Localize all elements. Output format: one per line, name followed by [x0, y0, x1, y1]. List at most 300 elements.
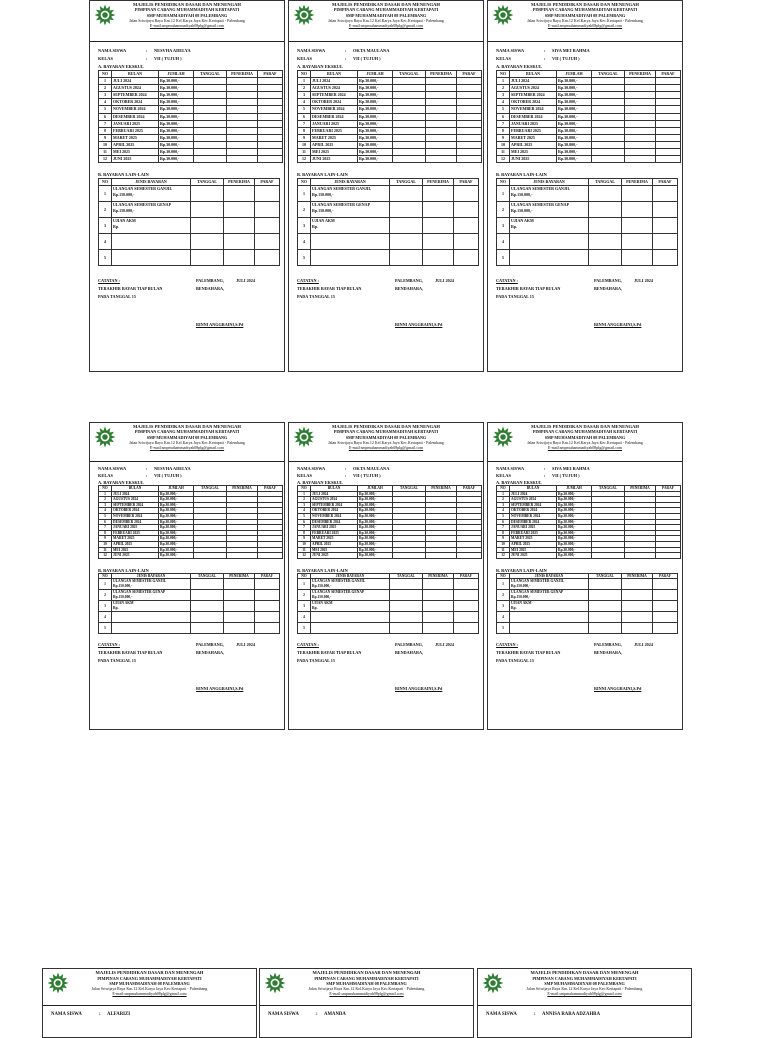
- date-cell[interactable]: [393, 85, 426, 92]
- fee-type-cell: [311, 218, 390, 234]
- signature-cell[interactable]: [454, 202, 479, 218]
- amount-cell: Rp.30.000,-: [159, 502, 194, 508]
- colon: :: [99, 1012, 101, 1017]
- date-cell[interactable]: [191, 612, 224, 623]
- receiver-cell[interactable]: [227, 553, 258, 559]
- column-header: PENERIMA: [423, 179, 454, 186]
- table-row: [298, 156, 482, 163]
- month-cell: JUNI 2025: [510, 156, 557, 163]
- date-cell[interactable]: [592, 134, 625, 141]
- amount-cell: Rp.30.000,-: [557, 525, 592, 531]
- signature-cell[interactable]: [454, 612, 479, 623]
- row-number: 3: [497, 92, 510, 99]
- receiver-cell[interactable]: [426, 127, 457, 134]
- date-cell[interactable]: [191, 186, 224, 202]
- fee-type-cell: [112, 612, 191, 623]
- date-cell[interactable]: [592, 141, 625, 148]
- amount-cell: Rp.30.000,-: [557, 120, 592, 127]
- signature-cell[interactable]: [653, 234, 678, 250]
- signature-cell[interactable]: [457, 99, 482, 106]
- signature-cell[interactable]: [457, 127, 482, 134]
- fee-type-cell: [112, 623, 191, 634]
- row-number: 4: [99, 508, 112, 514]
- date-cell[interactable]: [390, 601, 423, 612]
- signature-cell[interactable]: [656, 85, 681, 92]
- fee-amount: Rp.150.000,-: [511, 192, 533, 198]
- letterhead-line: Jalan Sriwijaya Raya Km.12 Kel.Karya Jaya Kec.Kertapati - Palembang: [91, 986, 208, 991]
- column-header: BULAN: [311, 71, 358, 78]
- signature-cell[interactable]: [653, 623, 678, 634]
- receiver-cell[interactable]: [224, 612, 255, 623]
- date-cell[interactable]: [191, 579, 224, 590]
- date-cell[interactable]: [194, 99, 227, 106]
- row-number: 2: [99, 85, 112, 92]
- student-name-label: NAMA SISWA: [297, 48, 326, 53]
- receiver-cell[interactable]: [622, 612, 653, 623]
- signature-cell[interactable]: [258, 149, 283, 156]
- receiver-cell[interactable]: [423, 590, 454, 601]
- date-cell[interactable]: [393, 120, 426, 127]
- receiver-cell[interactable]: [426, 85, 457, 92]
- date-cell[interactable]: [589, 579, 622, 590]
- receiver-cell[interactable]: [227, 120, 258, 127]
- row-number: 1: [99, 186, 112, 202]
- receiver-cell[interactable]: [224, 218, 255, 234]
- signature-cell[interactable]: [656, 127, 681, 134]
- receiver-cell[interactable]: [426, 553, 457, 559]
- date-cell[interactable]: [589, 218, 622, 234]
- month-cell: MEI 2025: [510, 149, 557, 156]
- signature-cell[interactable]: [457, 78, 482, 85]
- date-cell[interactable]: [393, 99, 426, 106]
- signature-cell[interactable]: [656, 78, 681, 85]
- signature-cell[interactable]: [258, 113, 283, 120]
- receiver-cell[interactable]: [625, 78, 656, 85]
- receiver-cell[interactable]: [625, 120, 656, 127]
- receiver-cell[interactable]: [625, 113, 656, 120]
- signature-cell[interactable]: [258, 156, 283, 163]
- date-cell[interactable]: [194, 92, 227, 99]
- date-cell[interactable]: [191, 234, 224, 250]
- date-cell[interactable]: [390, 623, 423, 634]
- fee-amount: Rp.150.000,-: [312, 208, 334, 214]
- signature-cell[interactable]: [656, 99, 681, 106]
- receiver-cell[interactable]: [227, 156, 258, 163]
- date-cell[interactable]: [191, 623, 224, 634]
- receiver-cell[interactable]: [224, 250, 255, 266]
- signature-cell[interactable]: [454, 601, 479, 612]
- receiver-cell[interactable]: [224, 202, 255, 218]
- treasurer-label: BENDAHARA,: [196, 650, 225, 656]
- signature-cell[interactable]: [653, 590, 678, 601]
- treasurer-label: BENDAHARA,: [196, 286, 225, 292]
- letterhead-line: PIMPINAN CABANG MUHAMMADIYAH KERTAPATI: [134, 7, 240, 13]
- fee-type-cell: [510, 601, 589, 612]
- receiver-cell[interactable]: [227, 106, 258, 113]
- treasurer-name: RINNI ANGGRAINI,S.Pd: [395, 322, 443, 328]
- receiver-cell[interactable]: [426, 141, 457, 148]
- date-cell[interactable]: [589, 601, 622, 612]
- amount-cell: Rp.30.000,-: [159, 120, 194, 127]
- amount-cell: Rp.30.000,-: [159, 127, 194, 134]
- receiver-cell[interactable]: [426, 106, 457, 113]
- date-cell[interactable]: [589, 590, 622, 601]
- signature-cell[interactable]: [656, 141, 681, 148]
- receiver-cell[interactable]: [625, 99, 656, 106]
- student-info: [496, 47, 682, 63]
- date-cell[interactable]: [393, 156, 426, 163]
- receiver-cell[interactable]: [625, 156, 656, 163]
- receiver-cell[interactable]: [423, 186, 454, 202]
- date-cell[interactable]: [390, 250, 423, 266]
- letterhead-line: Jalan Sriwijaya Raya Km.12 Kel.Karya Jaya Kec.Kertapati - Palembang: [527, 439, 643, 445]
- receiver-cell[interactable]: [227, 134, 258, 141]
- signature-cell[interactable]: [653, 579, 678, 590]
- date-cell[interactable]: [191, 601, 224, 612]
- date-cell[interactable]: [194, 156, 227, 163]
- signature-cell[interactable]: [258, 134, 283, 141]
- table-row: [298, 579, 479, 590]
- signature-cell[interactable]: [656, 92, 681, 99]
- table-row: [298, 78, 482, 85]
- row-number: 5: [99, 513, 112, 519]
- letterhead-line: PIMPINAN CABANG MUHAMMADIYAH KERTAPATI: [333, 429, 439, 435]
- receiver-cell[interactable]: [423, 623, 454, 634]
- date-cell[interactable]: [194, 78, 227, 85]
- date-cell[interactable]: [191, 218, 224, 234]
- date-cell[interactable]: [589, 202, 622, 218]
- date-cell[interactable]: [589, 186, 622, 202]
- signature-cell[interactable]: [656, 113, 681, 120]
- receiver-cell[interactable]: [625, 127, 656, 134]
- date-cell[interactable]: [390, 612, 423, 623]
- signature-cell[interactable]: [653, 218, 678, 234]
- month-cell: MEI 2025: [112, 547, 159, 553]
- signature-cell[interactable]: [457, 134, 482, 141]
- signature-cell[interactable]: [457, 553, 482, 559]
- date-cell[interactable]: [589, 612, 622, 623]
- signature-cell[interactable]: [653, 186, 678, 202]
- date-cell[interactable]: [592, 92, 625, 99]
- column-header: JENIS BAYARAN: [112, 179, 191, 186]
- receiver-cell[interactable]: [423, 202, 454, 218]
- letterhead-line: PIMPINAN CABANG MUHAMMADIYAH KERTAPATI: [532, 975, 637, 981]
- date-cell[interactable]: [194, 141, 227, 148]
- month-cell: MEI 2025: [510, 547, 557, 553]
- class-label: KELAS: [98, 472, 113, 478]
- date-cell[interactable]: [393, 127, 426, 134]
- signature-cell[interactable]: [258, 553, 283, 559]
- row-number: 2: [298, 497, 311, 503]
- letterhead-line: PIMPINAN CABANG MUHAMMADIYAH KERTAPATI: [532, 429, 638, 435]
- date-cell[interactable]: [390, 186, 423, 202]
- row-number: 3: [99, 218, 112, 234]
- receiver-cell[interactable]: [423, 612, 454, 623]
- receiver-cell[interactable]: [224, 601, 255, 612]
- table-row: [99, 612, 280, 623]
- column-header: PARAF: [255, 179, 280, 186]
- row-number: 4: [497, 612, 510, 623]
- receiver-cell[interactable]: [426, 120, 457, 127]
- letterhead: [289, 423, 483, 462]
- amount-cell: Rp.30.000,-: [358, 553, 393, 559]
- signature-cell[interactable]: [454, 590, 479, 601]
- receiver-cell[interactable]: [224, 234, 255, 250]
- student-name-label: NAMA SISWA: [51, 1012, 82, 1017]
- receiver-cell[interactable]: [423, 579, 454, 590]
- receiver-cell[interactable]: [426, 134, 457, 141]
- month-cell: AGUSTUS 2024: [112, 85, 159, 92]
- note-title: CATATAN :: [496, 278, 518, 284]
- date-cell[interactable]: [592, 113, 625, 120]
- signature-cell[interactable]: [258, 106, 283, 113]
- amount-cell: Rp.30.000,-: [358, 513, 393, 519]
- signature-cell[interactable]: [255, 250, 280, 266]
- signature-cell[interactable]: [656, 156, 681, 163]
- receiver-cell[interactable]: [227, 113, 258, 120]
- month-cell: AGUSTUS 2024: [510, 85, 557, 92]
- receiver-cell[interactable]: [426, 149, 457, 156]
- date-cell[interactable]: [191, 202, 224, 218]
- date-cell[interactable]: [592, 553, 625, 559]
- signature-cell[interactable]: [255, 623, 280, 634]
- signature-cell[interactable]: [258, 127, 283, 134]
- signature-cell[interactable]: [457, 92, 482, 99]
- receiver-cell[interactable]: [423, 218, 454, 234]
- row-number: 1: [497, 491, 510, 497]
- signature-cell[interactable]: [258, 99, 283, 106]
- signature-cell[interactable]: [258, 92, 283, 99]
- date-cell[interactable]: [393, 78, 426, 85]
- signature-cell[interactable]: [454, 186, 479, 202]
- receiver-cell[interactable]: [224, 590, 255, 601]
- date-cell[interactable]: [393, 141, 426, 148]
- receiver-cell[interactable]: [625, 92, 656, 99]
- date-cell[interactable]: [194, 149, 227, 156]
- signature-cell[interactable]: [454, 250, 479, 266]
- fee-amount: Rp.150.000,-: [511, 208, 533, 214]
- date-cell[interactable]: [191, 590, 224, 601]
- signature-cell[interactable]: [255, 202, 280, 218]
- date-cell[interactable]: [390, 218, 423, 234]
- receiver-cell[interactable]: [625, 85, 656, 92]
- signature-cell[interactable]: [457, 113, 482, 120]
- row-number: 6: [99, 113, 112, 120]
- signature-cell[interactable]: [255, 590, 280, 601]
- month-cell: APRIL 2025: [112, 541, 159, 547]
- receiver-cell[interactable]: [625, 106, 656, 113]
- date-cell[interactable]: [393, 113, 426, 120]
- receiver-cell[interactable]: [426, 92, 457, 99]
- amount-cell: Rp.30.000,-: [159, 519, 194, 525]
- date-cell[interactable]: [194, 85, 227, 92]
- signature-cell[interactable]: [454, 234, 479, 250]
- date-cell[interactable]: [194, 553, 227, 559]
- class-value: VII ( TUJUH ): [552, 56, 580, 61]
- receiver-cell[interactable]: [622, 601, 653, 612]
- receiver-cell[interactable]: [426, 156, 457, 163]
- receiver-cell[interactable]: [625, 141, 656, 148]
- signature-cell[interactable]: [653, 601, 678, 612]
- table-row: [497, 553, 681, 559]
- fee-type-cell: [510, 612, 589, 623]
- fee-amount: Rp.: [113, 605, 119, 610]
- signature-cell[interactable]: [454, 623, 479, 634]
- signature-cell[interactable]: [255, 612, 280, 623]
- amount-cell: Rp.30.000,-: [358, 536, 393, 542]
- receiver-cell[interactable]: [227, 92, 258, 99]
- signature-cell[interactable]: [457, 85, 482, 92]
- receiver-cell[interactable]: [227, 99, 258, 106]
- student-info: [486, 1011, 691, 1019]
- signature-cell[interactable]: [653, 202, 678, 218]
- receiver-cell[interactable]: [625, 149, 656, 156]
- signature-cell[interactable]: [255, 601, 280, 612]
- month-cell: JUNI 2025: [112, 156, 159, 163]
- date-cell[interactable]: [390, 590, 423, 601]
- receiver-cell[interactable]: [224, 186, 255, 202]
- column-header: PARAF: [454, 573, 479, 579]
- table-row: [99, 623, 280, 634]
- date-cell[interactable]: [390, 202, 423, 218]
- amount-cell: Rp.30.000,-: [358, 78, 393, 85]
- receiver-cell[interactable]: [423, 234, 454, 250]
- signature-cell[interactable]: [454, 579, 479, 590]
- date-cell[interactable]: [592, 120, 625, 127]
- receiver-cell[interactable]: [622, 579, 653, 590]
- date-cell[interactable]: [589, 250, 622, 266]
- letterhead: [260, 969, 473, 1006]
- receiver-cell[interactable]: [622, 186, 653, 202]
- column-header: TANGGAL: [191, 179, 224, 186]
- table-row: [298, 134, 482, 141]
- receiver-cell[interactable]: [423, 250, 454, 266]
- date-cell[interactable]: [592, 127, 625, 134]
- signature-cell[interactable]: [258, 78, 283, 85]
- row-number: 7: [497, 525, 510, 531]
- signature-cell[interactable]: [255, 579, 280, 590]
- date-cell[interactable]: [390, 234, 423, 250]
- date-cell[interactable]: [390, 579, 423, 590]
- date-cell[interactable]: [589, 234, 622, 250]
- signature-cell[interactable]: [255, 218, 280, 234]
- date-cell[interactable]: [589, 623, 622, 634]
- signature-cell[interactable]: [653, 250, 678, 266]
- signature-cell[interactable]: [656, 553, 681, 559]
- signature-cell[interactable]: [255, 234, 280, 250]
- receiver-cell[interactable]: [227, 78, 258, 85]
- month-cell: NOVEMBER 2024: [311, 513, 358, 519]
- date-cell[interactable]: [194, 134, 227, 141]
- receiver-cell[interactable]: [224, 579, 255, 590]
- signature-cell[interactable]: [454, 218, 479, 234]
- signature-cell[interactable]: [653, 612, 678, 623]
- signature-cell[interactable]: [656, 106, 681, 113]
- date-cell[interactable]: [592, 85, 625, 92]
- column-header: PARAF: [656, 486, 681, 492]
- receiver-cell[interactable]: [426, 113, 457, 120]
- row-number: 11: [99, 149, 112, 156]
- receiver-cell[interactable]: [227, 127, 258, 134]
- date-cell[interactable]: [592, 156, 625, 163]
- date-cell[interactable]: [194, 120, 227, 127]
- signature-cell[interactable]: [258, 120, 283, 127]
- signature-cell[interactable]: [656, 149, 681, 156]
- receiver-cell[interactable]: [227, 85, 258, 92]
- date-cell[interactable]: [194, 113, 227, 120]
- signature-cell[interactable]: [258, 85, 283, 92]
- receipt-card: [477, 968, 692, 1038]
- date-cell[interactable]: [592, 106, 625, 113]
- signature-cell[interactable]: [457, 120, 482, 127]
- date-cell[interactable]: [592, 149, 625, 156]
- date-cell[interactable]: [393, 134, 426, 141]
- section-b-title: B. BAYARAN LAIN-LAIN: [297, 172, 348, 178]
- month-cell: DESEMBER 2024: [510, 519, 557, 525]
- signature-cell[interactable]: [258, 141, 283, 148]
- colon: :: [345, 466, 347, 471]
- date-cell[interactable]: [393, 92, 426, 99]
- date-cell[interactable]: [393, 553, 426, 559]
- signature-cell[interactable]: [255, 186, 280, 202]
- signature-cell[interactable]: [457, 141, 482, 148]
- place-label: PALEMBANG,: [395, 642, 423, 648]
- signature-cell[interactable]: [457, 106, 482, 113]
- letterhead-line: PIMPINAN CABANG MUHAMMADIYAH KERTAPATI: [134, 429, 240, 435]
- signature-cell[interactable]: [457, 156, 482, 163]
- receiver-cell[interactable]: [622, 218, 653, 234]
- receiver-cell[interactable]: [426, 78, 457, 85]
- table-row: [298, 92, 482, 99]
- row-number: 12: [298, 156, 311, 163]
- fee-type-cell: [311, 612, 390, 623]
- signature-cell[interactable]: [656, 134, 681, 141]
- month-cell: FEBRUARI 2025: [311, 127, 358, 134]
- letterhead-line: SMP MUHAMMADIYAH 08 PALEMBANG: [544, 434, 626, 440]
- date-cell[interactable]: [194, 127, 227, 134]
- receiver-cell[interactable]: [622, 250, 653, 266]
- receiver-cell[interactable]: [622, 202, 653, 218]
- receiver-cell[interactable]: [622, 623, 653, 634]
- date-cell[interactable]: [194, 106, 227, 113]
- date-cell[interactable]: [191, 250, 224, 266]
- receiver-cell[interactable]: [227, 141, 258, 148]
- column-header: JENIS BAYARAN: [112, 573, 191, 579]
- date-cell[interactable]: [592, 78, 625, 85]
- date-cell[interactable]: [393, 149, 426, 156]
- receiver-cell[interactable]: [224, 623, 255, 634]
- signature-cell[interactable]: [656, 120, 681, 127]
- column-header: PARAF: [255, 573, 280, 579]
- date-cell[interactable]: [592, 99, 625, 106]
- receiver-cell[interactable]: [622, 234, 653, 250]
- month-cell: JANUARI 2025: [510, 525, 557, 531]
- student-info: [51, 1011, 256, 1019]
- receiver-cell[interactable]: [423, 601, 454, 612]
- fee-type-cell: [510, 250, 589, 266]
- receiver-cell[interactable]: [227, 149, 258, 156]
- receiver-cell[interactable]: [426, 99, 457, 106]
- receiver-cell[interactable]: [625, 134, 656, 141]
- receiver-cell[interactable]: [622, 590, 653, 601]
- receiver-cell[interactable]: [625, 553, 656, 559]
- date-cell[interactable]: [393, 106, 426, 113]
- column-header: TANGGAL: [390, 573, 423, 579]
- row-number: 3: [298, 601, 311, 612]
- other-fees-table: [98, 573, 280, 635]
- signature-cell[interactable]: [457, 149, 482, 156]
- row-number: 11: [298, 547, 311, 553]
